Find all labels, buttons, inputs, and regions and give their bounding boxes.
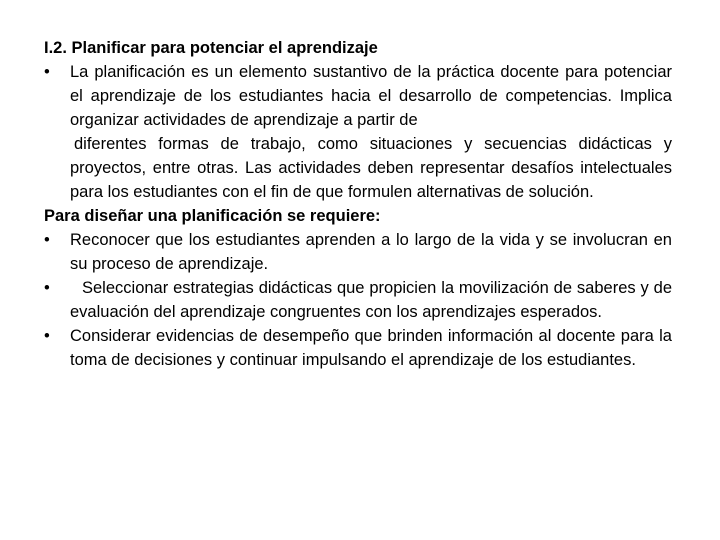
section2-bullet-list bbox=[44, 228, 672, 372]
list-item bbox=[44, 60, 672, 204]
list-item bbox=[44, 276, 672, 324]
list-item-text: Seleccionar estrategias didácticas que propicien la movilización de saberes y de evaluación del aprendizaje congruentes con los aprendizajes esperados. bbox=[70, 279, 672, 321]
list-item-text: Reconocer que los estudiantes aprenden a lo largo de la vida y se involucran en su proceso de aprendizaje. bbox=[70, 231, 672, 273]
slide-content bbox=[44, 36, 672, 372]
section-heading-planificar: I.2. Planificar para potenciar el aprendizaje bbox=[44, 39, 378, 57]
list-item bbox=[44, 228, 672, 276]
list-item-text: Considerar evidencias de desempeño que brinden información al docente para la toma de decisiones y continuar impulsando el aprendizaje de los estudiantes. bbox=[70, 327, 672, 369]
section-heading-requisitos: Para diseñar una planificación se requiere: bbox=[44, 207, 381, 225]
paragraph-text-part1: La planificación es un elemento sustantivo de la práctica docente para potenciar el aprendizaje de los estudiantes hacia el desarrollo de competencias. Implica organizar actividades de aprendizaje a partir de bbox=[70, 63, 672, 129]
paragraph-text-part2: diferentes formas de trabajo, como situaciones y secuencias didácticas y proyectos, entre otras. Las actividades deben representar desafíos intelectuales para los estudiantes con el fin de que formulen alternativas de solución. bbox=[70, 135, 672, 201]
bullet-icon: • bbox=[44, 63, 50, 81]
list-item bbox=[44, 324, 672, 372]
bullet-icon: • bbox=[44, 327, 50, 345]
section1-bullet-list bbox=[44, 60, 672, 204]
bullet-icon: • bbox=[44, 279, 50, 297]
bullet-icon: • bbox=[44, 231, 50, 249]
